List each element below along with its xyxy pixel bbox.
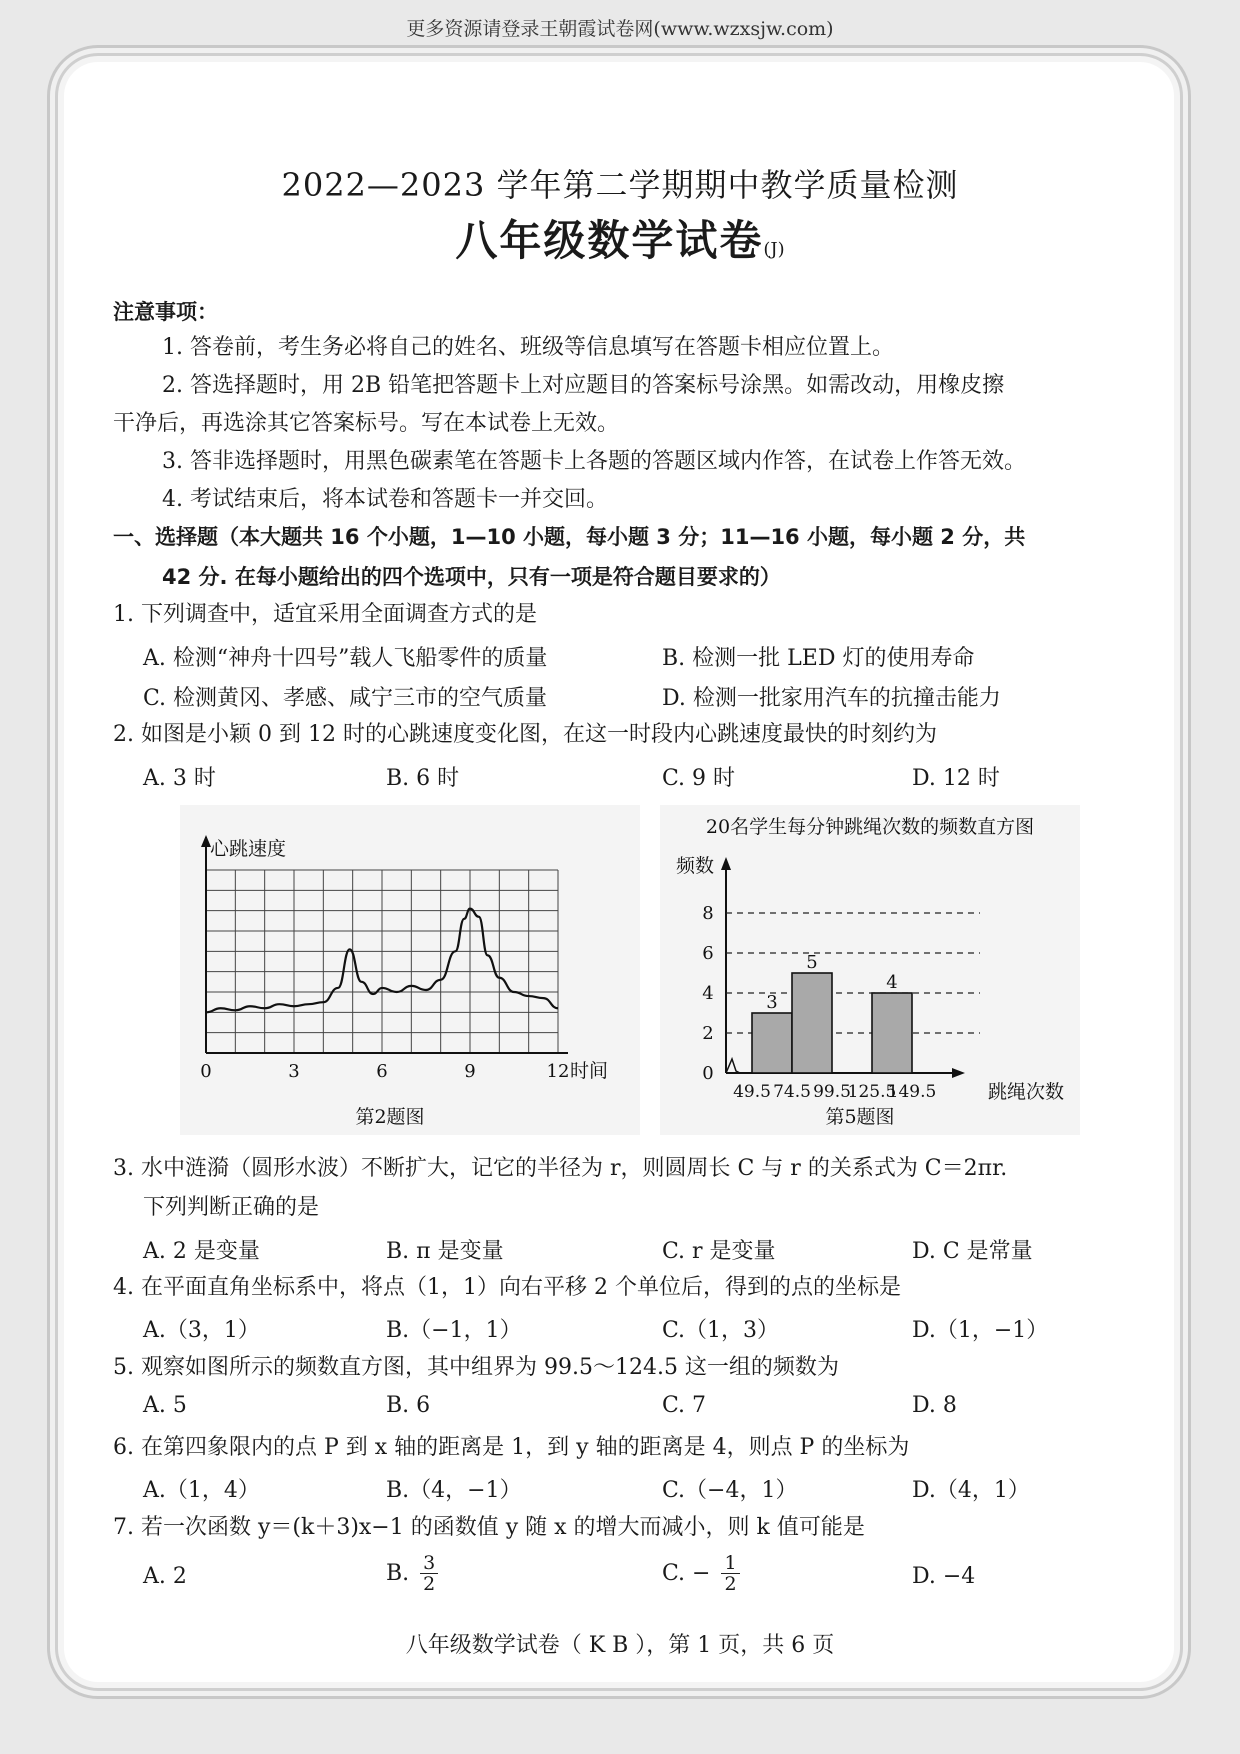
figure-caption: 第5题图 xyxy=(825,1106,895,1128)
exam-title-suffix: (J) xyxy=(763,239,785,260)
q7-option-b-denominator: 2 xyxy=(423,1573,436,1595)
notice-item-2b: 干净后，再选涂其它答案标号。写在本试卷上无效。 xyxy=(113,411,620,436)
q7-option-b-fraction xyxy=(420,1553,438,1594)
x-tick-label: 0 xyxy=(200,1061,212,1082)
q2-option-d: D. 12 时 xyxy=(912,766,1000,791)
bar-value-label: 5 xyxy=(806,952,818,973)
section1-heading-line2: 42 分. 在每小题给出的四个选项中，只有一项是符合题目要求的） xyxy=(162,565,781,589)
q3-stem-line1: 3. 水中涟漪（圆形水波）不断扩大，记它的半径为 r，则圆周长 C 与 r 的关系式为 C＝2πr. xyxy=(113,1156,1008,1181)
q2-stem: 2. 如图是小颖 0 到 12 时的心跳速度变化图，在这一时段内心跳速度最快的时刻约为 xyxy=(113,722,937,747)
q1-stem: 1. 下列调查中，适宜采用全面调查方式的是 xyxy=(113,602,537,627)
y-tick-label: 4 xyxy=(702,983,714,1004)
x-axis-label: 时间 xyxy=(570,1060,609,1082)
histogram-bar xyxy=(792,973,832,1073)
x-tick-label: 9 xyxy=(464,1061,476,1082)
q3-option-a: A. 2 是变量 xyxy=(143,1239,260,1264)
chart-title: 20名学生每分钟跳绳次数的频数直方图 xyxy=(705,816,1035,838)
q1-option-b: B. 检测一批 LED 灯的使用寿命 xyxy=(662,646,975,671)
x-axis-label: 跳绳次数 xyxy=(988,1081,1065,1103)
notice-item-2a: 2. 答选择题时，用 2B 铅笔把答题卡上对应题目的答案标号涂黑。如需改动，用橡皮擦 xyxy=(162,373,1005,398)
page-footer: 八年级数学试卷（ K B ），第 1 页，共 6 页 xyxy=(405,1633,835,1658)
y-tick-label: 2 xyxy=(702,1023,714,1044)
x-tick-label: 125.5 xyxy=(847,1082,897,1102)
x-tick-label: 12 xyxy=(546,1061,570,1082)
q3-option-b: B. π 是变量 xyxy=(386,1239,504,1264)
histogram-bar xyxy=(752,1013,792,1073)
histogram-chart xyxy=(660,805,1080,1135)
q3-option-d: D. C 是常量 xyxy=(912,1239,1033,1264)
q6-stem: 6. 在第四象限内的点 P 到 x 轴的距离是 1，到 y 轴的距离是 4，则点 P 的坐标为 xyxy=(113,1435,910,1460)
q6-option-a: A.（1，4） xyxy=(143,1478,260,1503)
x-tick-label: 6 xyxy=(376,1061,388,1082)
q7-option-c-numerator: 1 xyxy=(721,1553,739,1574)
header-note: 更多资源请登录王朝霞试卷网(www.wzxsjw.com) xyxy=(406,18,834,40)
section1-heading-line1: 一、选择题（本大题共 16 个小题，1—10 小题，每小题 3 分；11—16 小题，每小题 2 分，共 xyxy=(113,525,1026,549)
y-tick-label: 0 xyxy=(702,1063,714,1084)
q7-option-b-label: B. xyxy=(386,1561,410,1586)
exam-title-main: 八年级数学试卷 xyxy=(455,216,764,265)
q7-option-c-label: C. − xyxy=(662,1561,711,1586)
q4-option-c: C.（1，3） xyxy=(662,1318,780,1343)
q4-stem: 4. 在平面直角坐标系中，将点（1，1）向右平移 2 个单位后，得到的点的坐标是 xyxy=(113,1275,901,1300)
q7-option-b xyxy=(386,1553,438,1594)
q7-option-c-denominator: 2 xyxy=(724,1573,737,1595)
q6-option-c: C.（−4，1） xyxy=(662,1478,798,1503)
notice-heading: 注意事项： xyxy=(113,300,218,324)
q3-stem-line2: 下列判断正确的是 xyxy=(143,1195,320,1220)
q4-option-d: D.（1，−1） xyxy=(912,1318,1049,1343)
q4-option-b: B.（−1，1） xyxy=(386,1318,522,1343)
x-tick-label: 149.5 xyxy=(887,1082,937,1102)
q3-option-c: C. r 是变量 xyxy=(662,1239,776,1264)
q7-stem: 7. 若一次函数 y＝(k＋3)x−1 的函数值 y 随 x 的增大而减小，则 k 值可能是 xyxy=(113,1515,865,1540)
x-tick-label: 49.5 xyxy=(733,1082,771,1102)
q2-option-c: C. 9 时 xyxy=(662,766,736,791)
q5-option-d: D. 8 xyxy=(912,1393,957,1418)
q1-option-c: C. 检测黄冈、孝感、咸宁三市的空气质量 xyxy=(143,686,548,711)
q6-option-b: B.（4，−1） xyxy=(386,1478,522,1503)
y-tick-label: 6 xyxy=(702,943,714,964)
bar-value-label: 3 xyxy=(766,992,778,1013)
q5-stem: 5. 观察如图所示的频数直方图，其中组界为 99.5～124.5 这一组的频数为 xyxy=(113,1355,839,1380)
x-tick-label: 3 xyxy=(288,1061,300,1082)
x-tick-label: 74.5 xyxy=(773,1082,811,1102)
q5-option-b: B. 6 xyxy=(386,1393,431,1418)
heart-rate-chart xyxy=(180,805,640,1135)
figure-caption: 第2题图 xyxy=(355,1106,425,1128)
histogram-bar xyxy=(872,993,912,1073)
q4-option-a: A.（3，1） xyxy=(143,1318,260,1343)
q7-option-a: A. 2 xyxy=(143,1564,187,1589)
q7-option-c-fraction xyxy=(721,1553,739,1594)
x-tick-label: 99.5 xyxy=(813,1082,851,1102)
notice-item-4: 4. 考试结束后，将本试卷和答题卡一并交回。 xyxy=(162,487,608,512)
exam-title-line1: 2022—2023 学年第二学期期中教学质量检测 xyxy=(281,166,959,204)
q7-option-d: D. −4 xyxy=(912,1564,976,1589)
q6-option-d: D.（4，1） xyxy=(912,1478,1030,1503)
q2-option-b: B. 6 时 xyxy=(386,766,460,791)
q7-option-c xyxy=(662,1553,740,1594)
notice-item-3: 3. 答非选择题时，用黑色碳素笔在答题卡上各题的答题区域内作答，在试卷上作答无效。 xyxy=(162,449,1026,474)
bar-value-label: 4 xyxy=(886,972,898,993)
q2-option-a: A. 3 时 xyxy=(143,766,216,791)
y-axis-label: 频数 xyxy=(676,855,715,877)
q1-option-a: A. 检测“神舟十四号”载人飞船零件的质量 xyxy=(143,646,548,671)
y-tick-label: 8 xyxy=(702,903,714,924)
q7-option-b-numerator: 3 xyxy=(420,1553,438,1574)
q1-option-d: D. 检测一批家用汽车的抗撞击能力 xyxy=(662,686,1001,711)
notice-item-1: 1. 答卷前，考生务必将自己的姓名、班级等信息填写在答题卡相应位置上。 xyxy=(162,335,894,360)
q5-option-c: C. 7 xyxy=(662,1393,707,1418)
y-axis-label: 心跳速度 xyxy=(210,838,287,860)
exam-title xyxy=(0,208,1240,268)
q5-option-a: A. 5 xyxy=(143,1393,187,1418)
